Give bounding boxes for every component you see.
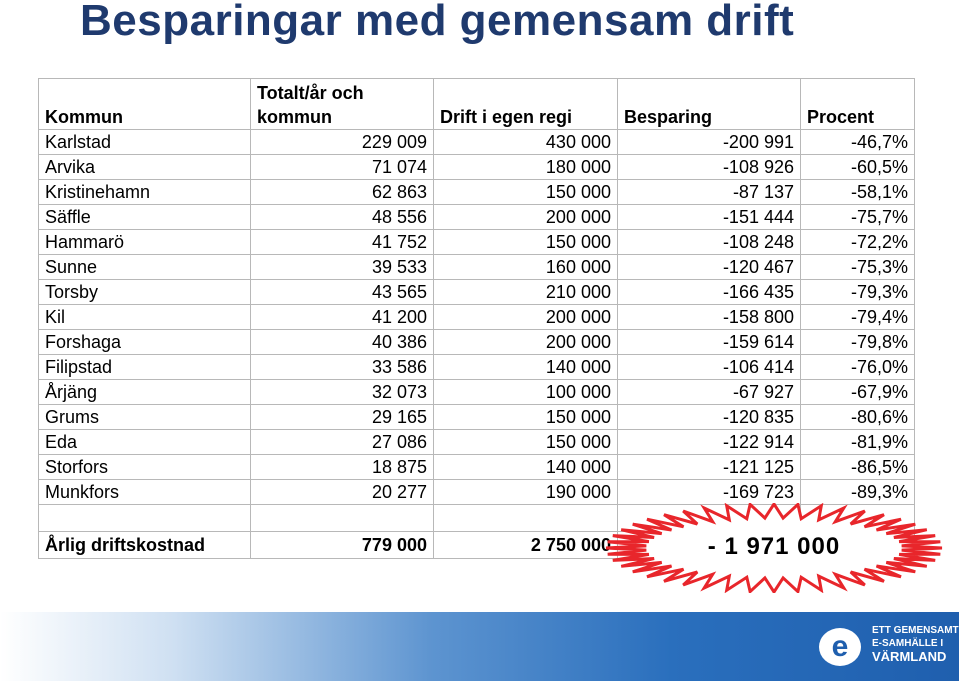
footer-bar (0, 612, 959, 681)
cell-drift: 150 000 (434, 405, 618, 430)
table-body (39, 130, 915, 559)
table-row (39, 355, 915, 380)
table-row (39, 230, 915, 255)
header-totalt-line2: kommun (257, 107, 333, 127)
cell-procent: -46,7% (801, 130, 915, 155)
total-totalt: 779 000 (251, 532, 434, 559)
table-row (39, 430, 915, 455)
table-row (39, 180, 915, 205)
cell-besparing: -120 835 (618, 405, 801, 430)
cell-procent: -79,3% (801, 280, 915, 305)
cell-drift: 100 000 (434, 380, 618, 405)
savings-table (38, 78, 915, 559)
cell-totalt: 32 073 (251, 380, 434, 405)
cell-drift: 180 000 (434, 155, 618, 180)
logo-line-2: E-SAMHÄLLE I (872, 638, 944, 649)
cell-totalt: 43 565 (251, 280, 434, 305)
cell-kommun: Kristinehamn (39, 180, 251, 205)
table-row (39, 330, 915, 355)
cell-besparing: -151 444 (618, 205, 801, 230)
table-row (39, 255, 915, 280)
cell-procent: -75,7% (801, 205, 915, 230)
cell-procent: -79,4% (801, 305, 915, 330)
empty-cell (251, 505, 434, 532)
cell-totalt: 62 863 (251, 180, 434, 205)
cell-procent: -76,0% (801, 355, 915, 380)
table-row (39, 155, 915, 180)
total-drift: 2 750 000 (434, 532, 618, 559)
savings-callout (604, 503, 944, 593)
cell-kommun: Kil (39, 305, 251, 330)
cell-kommun: Hammarö (39, 230, 251, 255)
cell-besparing: -87 137 (618, 180, 801, 205)
table-row (39, 380, 915, 405)
cell-drift: 190 000 (434, 480, 618, 505)
cell-drift: 200 000 (434, 205, 618, 230)
table-row (39, 455, 915, 480)
cell-totalt: 20 277 (251, 480, 434, 505)
cell-besparing: -121 125 (618, 455, 801, 480)
cell-totalt: 71 074 (251, 155, 434, 180)
cell-totalt: 33 586 (251, 355, 434, 380)
cell-totalt: 229 009 (251, 130, 434, 155)
cell-besparing: -122 914 (618, 430, 801, 455)
table-row (39, 205, 915, 230)
cell-drift: 150 000 (434, 430, 618, 455)
footer-logo-text (872, 624, 959, 663)
cell-besparing: -200 991 (618, 130, 801, 155)
cell-kommun: Karlstad (39, 130, 251, 155)
cell-totalt: 41 200 (251, 305, 434, 330)
header-totalt (251, 79, 434, 130)
cell-totalt: 41 752 (251, 230, 434, 255)
cell-besparing: -166 435 (618, 280, 801, 305)
cell-drift: 140 000 (434, 455, 618, 480)
header-procent: Procent (801, 79, 915, 130)
cell-drift: 200 000 (434, 305, 618, 330)
cell-kommun: Säffle (39, 205, 251, 230)
total-label: Årlig driftskostnad (39, 532, 251, 559)
cell-procent: -89,3% (801, 480, 915, 505)
cell-kommun: Munkfors (39, 480, 251, 505)
table-row (39, 280, 915, 305)
cell-totalt: 40 386 (251, 330, 434, 355)
empty-cell (39, 505, 251, 532)
cell-procent: -67,9% (801, 380, 915, 405)
cell-kommun: Storfors (39, 455, 251, 480)
cell-besparing: -158 800 (618, 305, 801, 330)
cell-besparing: -67 927 (618, 380, 801, 405)
header-drift: Drift i egen regi (434, 79, 618, 130)
cell-drift: 210 000 (434, 280, 618, 305)
cell-kommun: Filipstad (39, 355, 251, 380)
cell-kommun: Eda (39, 430, 251, 455)
cell-procent: -81,9% (801, 430, 915, 455)
cell-totalt: 39 533 (251, 255, 434, 280)
cell-procent: -80,6% (801, 405, 915, 430)
cell-besparing: -108 926 (618, 155, 801, 180)
cell-kommun: Forshaga (39, 330, 251, 355)
page-title: Besparingar med gemensam drift (80, 0, 795, 45)
table-row (39, 480, 915, 505)
header-kommun: Kommun (39, 79, 251, 130)
cell-drift: 140 000 (434, 355, 618, 380)
table-row (39, 405, 915, 430)
header-totalt-line1: Totalt/år och (257, 83, 364, 103)
header-besparing: Besparing (618, 79, 801, 130)
cell-besparing: -120 467 (618, 255, 801, 280)
cell-besparing: -106 414 (618, 355, 801, 380)
savings-table-container (38, 78, 914, 562)
logo-line-1: ETT GEMENSAMT (872, 625, 959, 636)
cell-totalt: 29 165 (251, 405, 434, 430)
cell-procent: -86,5% (801, 455, 915, 480)
table-row (39, 130, 915, 155)
cell-kommun: Sunne (39, 255, 251, 280)
savings-total-value: - 1 971 000 (707, 533, 841, 560)
cell-drift: 150 000 (434, 180, 618, 205)
cell-kommun: Arvika (39, 155, 251, 180)
cell-drift: 430 000 (434, 130, 618, 155)
cell-procent: -72,2% (801, 230, 915, 255)
cell-besparing: -169 723 (618, 480, 801, 505)
table-row (39, 305, 915, 330)
cell-procent: -60,5% (801, 155, 915, 180)
cell-kommun: Grums (39, 405, 251, 430)
table-header-row (39, 79, 915, 130)
cell-totalt: 48 556 (251, 205, 434, 230)
cell-drift: 160 000 (434, 255, 618, 280)
cell-drift: 150 000 (434, 230, 618, 255)
cell-totalt: 27 086 (251, 430, 434, 455)
logo-line-3: VÄRMLAND (872, 649, 947, 664)
empty-cell (434, 505, 618, 532)
cell-besparing: -108 248 (618, 230, 801, 255)
cell-totalt: 18 875 (251, 455, 434, 480)
cell-procent: -58,1% (801, 180, 915, 205)
cell-besparing: -159 614 (618, 330, 801, 355)
cell-kommun: Torsby (39, 280, 251, 305)
cell-procent: -79,8% (801, 330, 915, 355)
cell-drift: 200 000 (434, 330, 618, 355)
cell-kommun: Årjäng (39, 380, 251, 405)
cell-procent: -75,3% (801, 255, 915, 280)
e-logo-icon: e (819, 628, 861, 666)
